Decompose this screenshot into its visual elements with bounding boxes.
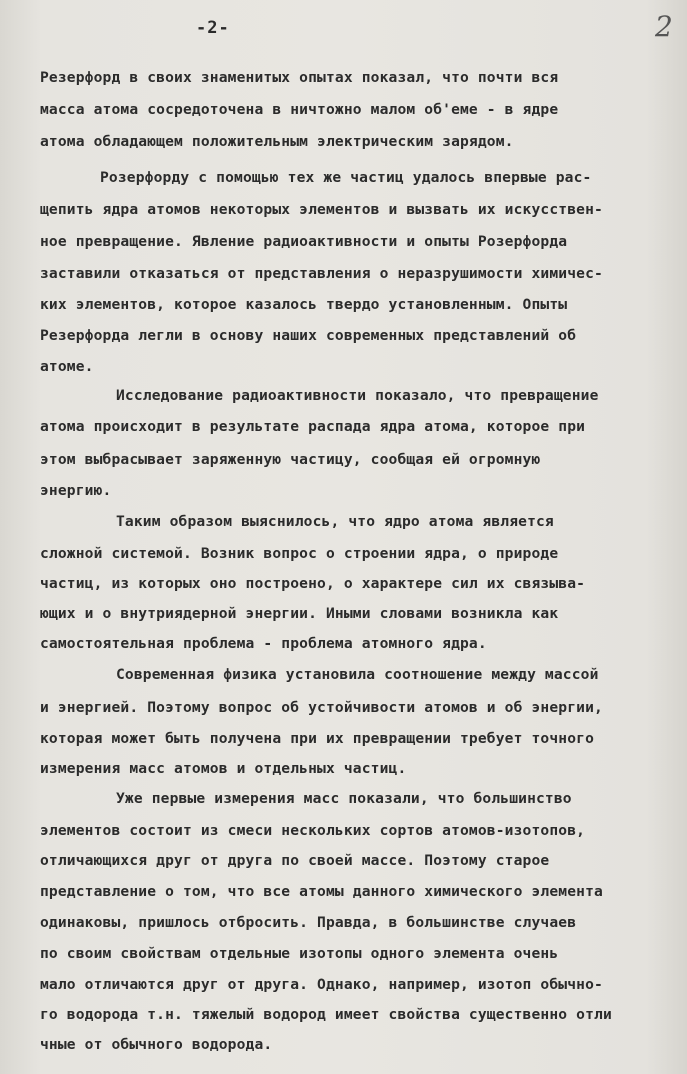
text-line: элементов состоит из смеси нескольких сортов атомов-изотопов, [40,822,586,839]
text-line: этом выбрасывает заряженную частицу, сообщая ей огромную [40,451,541,468]
text-line: атома происходит в результате распада ядра атома, которое при [40,418,586,435]
text-line: представление о том, что все атомы данного химического элемента [40,883,603,900]
text-line: сложной системой. Возник вопрос о строении ядра, о природе [40,545,559,562]
text-line: ких элементов, которое казалось твердо установленным. Опыты [40,296,568,313]
text-line: отличающихся друг от друга по своей массе. Поэтому старое [40,852,550,869]
text-line: Резерфорда легли в основу наших современных представлений об [40,327,577,344]
text-line: атома обладающем положительным электрическим зарядом. [40,133,514,150]
text-line: самостоятельная проблема - проблема атомного ядра. [40,635,487,652]
text-line: мало отличаются друг от друга. Однако, например, изотоп обычно- [40,976,603,993]
text-line: ное превращение. Явление радиоактивности и опыты Розерфорда [40,233,568,250]
sheet-number-handwritten: 2 [655,10,673,43]
text-line: по своим свойствам отдельные изотопы одного элемента очень [40,945,559,962]
text-line: заставили отказаться от представления о неразрушимости химичес- [40,265,603,282]
text-line: масса атома сосредоточена в ничтожно малом об'еме - в ядре [40,101,559,118]
page-number: -2- [196,18,230,38]
text-line: которая может быть получена при их превращении требует точного [40,730,595,747]
text-line: одинаковы, пришлось отбросить. Правда, в большинстве случаев [40,914,577,931]
text-line: Современная физика установила соотношение между массой [116,666,599,683]
text-line: частиц, из которых оно построено, о характере сил их связыва- [40,575,586,592]
text-line: Уже первые измерения масс показали, что большинство [116,790,572,807]
text-line: чные от обычного водорода. [40,1036,273,1053]
text-line: ющих и о внутриядерной энергии. Иными словами возникла как [40,605,559,622]
text-line: го водорода т.н. тяжелый водород имеет свойства существенно отли [40,1006,612,1023]
text-line: атоме. [40,358,94,375]
text-line: щепить ядра атомов некоторых элементов и вызвать их искусствен- [40,201,603,218]
text-line: Таким образом выяснилось, что ядро атома является [116,513,554,530]
text-line: и энергией. Поэтому вопрос об устойчивости атомов и об энергии, [40,699,603,716]
text-line: Розерфорду с помощью тех же частиц удалось впервые рас- [100,169,592,186]
text-line: Резерфорд в своих знаменитых опытах показал, что почти вся [40,69,559,86]
text-line: Исследование радиоактивности показало, что превращение [116,387,599,404]
text-line: энергию. [40,482,112,499]
text-line: измерения масс атомов и отдельных частиц. [40,760,407,777]
